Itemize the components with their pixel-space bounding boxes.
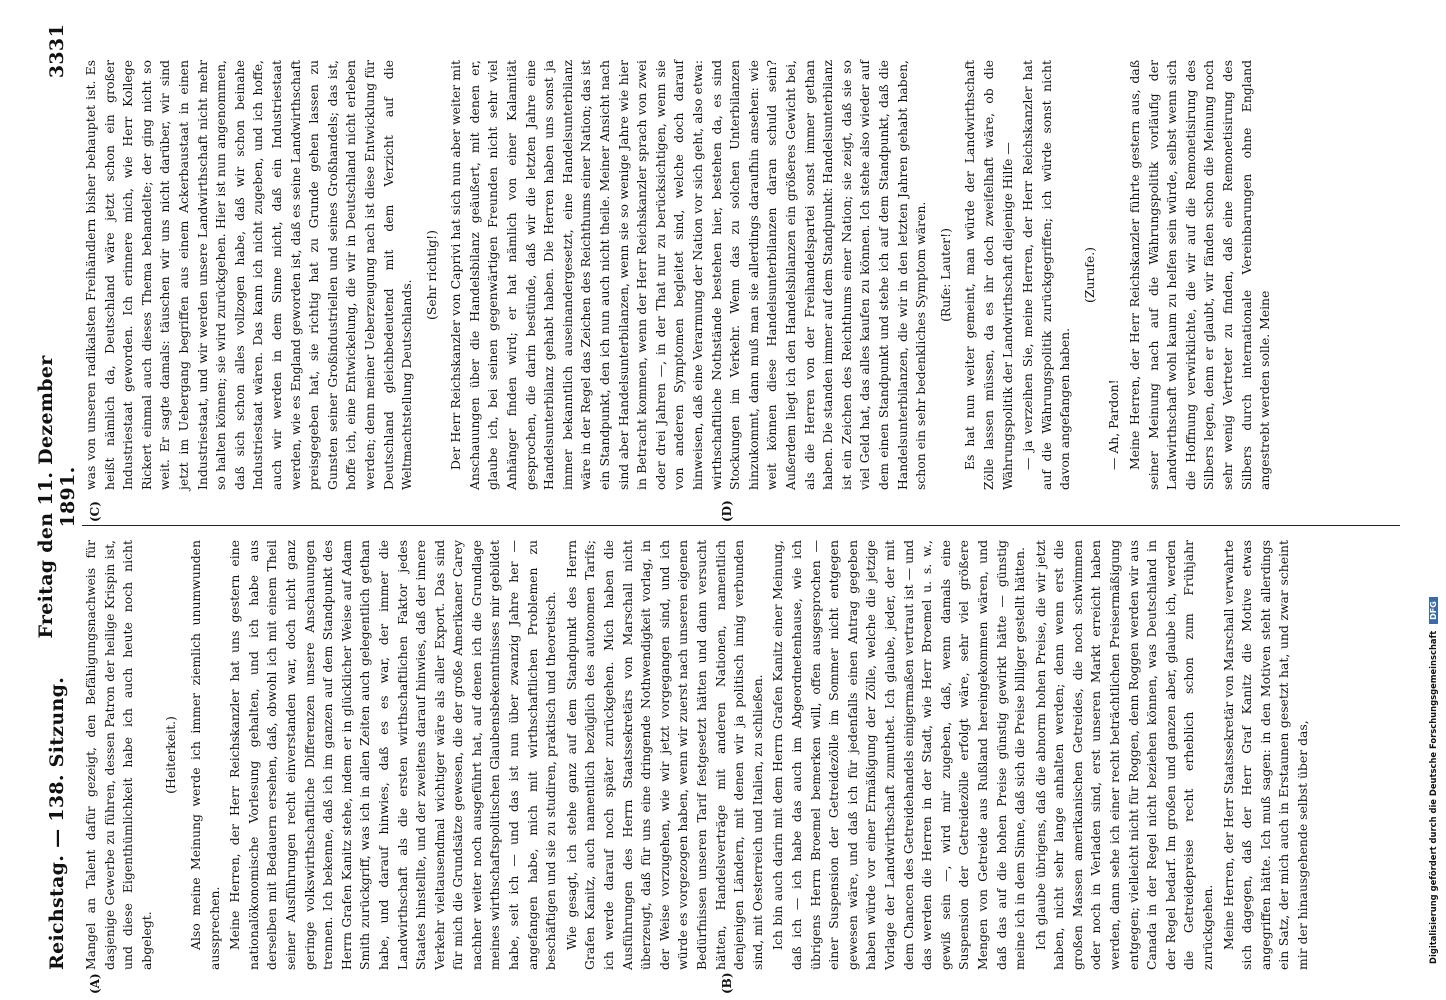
paragraph: Mangel an Talent dafür gezeigt, den Befähigungsnachweis für dasjenige Gewerbe zu führen, dessen Patron der heilige Krispin ist, und diese Eigenthümlichkeit habe ich auch heute noch nicht abgelegt. [83,540,154,970]
paragraph: Meine Herren, der Herr Reichskanzler hat uns gestern eine nationalökonomische Vorlesung gehalten, und ich habe aus derselben mit Bedauern ersehen, daß, obwohl ich mit einem Theil seiner Ausführungen recht einverstanden war, doch nicht ganz geringe volkswirthschaftliche Differenzen unsere Anschauungen trennen. Ich bekenne, daß ich im ganzen auf dem Standpunkt des Herrn Grafen Kanitz stehe, indem er in glücklicher Weise auf Adam Smith zurückgriff, was ich in allen Zeiten auch gelegentlich gethan habe, und darauf hinwies, daß es es war, der immer die Landwirthschaft als die ersten wirthschaftlichen Faktor jedes Staates hinstellte, und der zweitens darauf hinwies, daß der innere Verkehr vieltausendmal wichtiger wäre als aller Export. Das sind für mich die Grundsätze gewesen, die der große Amerikaner Carey nachher weiter noch ausgeführt hat, auf denen ich die Grundlage meines wirthschaftspolitischen Glaubensbekenntnisses mir gebildet habe, seit ich — und das ist nun über zwanzig Jahre her — angefangen habe, mich mit wirthschaftlichen Problemen zu beschäftigen und sie zu studiren, praktisch und theoretisch. [227,540,559,970]
header-date: Freitag den 11. Dezember 1891. [35,355,79,639]
footer-text-line [1428,0,1446,994]
paragraph: — ja verzeihen Sie, meine Herren, der Herr Reichskanzler hat auf die Währungspolitik zurückgegriffen; ich würde sonst nicht davon angefangen haben. [1020,60,1073,490]
header-page-number: 3331 [46,24,68,79]
page-header [35,24,79,970]
interjection: (Sehr richtig!) [423,230,439,320]
header-session: Reichstag. — 138. Sitzung. [46,676,68,970]
column-divider [82,525,1400,526]
paragraph: was von unseren radikalsten Freihändlern bisher behauptet ist. Es heißt nämlich da, Deutschland wäre jetzt schon ein großer Industriestaat geworden. Ich erinnere mich, wie Herr Kollege Rickert einmal auch dieses Thema behandelte; der ging nicht so weit. Er sagte damals: täuschen wir uns nicht darüber, wir sind jetzt im Uebergang begriffen aus einem Ackerbaustaat in einen Industriestaat, und wir werden unsere Landwirthschaft nicht mehr so halten können; sie wird zurückgehen. Hier ist nun angenommen, daß sich schon alles vollzogen habe, daß wir schon beinahe Industriestaat wären. Das kann ich nicht zugeben, und ich hoffe, auch wir werden in dem Sinne nicht, daß ein Industriestaat werden, wie es England geworden ist, daß es seine Landwirthschaft preisgegeben hat, sie richtig hat zu Grunde gehen lassen zu Gunsten seiner Großindustriellen und seines Großhandels; das ist, hoffe ich, eine Entwickelung, die wir in Deutschland nicht erleben werden; denn meiner Ueberzeugung nach ist diese Entwicklung für Deutschland gleichbedeutend mit dem Verzicht auf die Weltmachtstellung Deutschlands. [83,60,415,490]
footer-credit: Digitalisierung gefördert durch die Deutsche Forschungsgemeinschaft [1428,630,1438,964]
paragraph: Es hat nun weiter gemeint, man würde der Landwirthschaft Zölle lassen müssen, da es ihr doch zweifelhaft wäre, ob die Währungspolitik der Landwirthschaft diejenige Hilfe — [962,60,1015,490]
paragraph: Ich glaube übrigens, daß die abnorm hohen Preise, die wir jetzt haben, nicht sehr lange anhalten werden; denn wenn erst die großen Massen amerikanischen Getreides, die noch schwimmen oder noch in Verladen sind, erst unseren Markt erreicht haben werden, dann sehe ich einer recht beträchtlichen Preisermäßigung entgegen; vielleicht nicht für Roggen, denn Roggen werden wir aus Canada in der Regel nicht beziehen können, was Deutschland in der Regel bedarf. Im großen und ganzen aber, glaube ich, werden die Getreidepreise recht erheblich schon zum Frühjahr zurückgehen. [1032,540,1216,970]
right-text-column [82,60,1400,490]
paragraph: Also meine Meinung werde ich immer ziemlich unumwunden aussprechen. [187,540,222,970]
margin-marker-d: (D) [720,500,734,522]
interjection: (Heiterkeit.) [163,716,179,794]
dfg-logo: DFG [1429,597,1438,624]
margin-marker-c: (C) [88,501,102,522]
paragraph: Wie gesagt, ich stehe ganz auf dem Standpunkt des Herrn Grafen Kanitz, auch namentlich bezüglich des autonomen Tarifs; ich werde darauf noch später zurückgehen. Mich haben die Ausführungen des Herrn Staatssekretärs von Marschall nicht überzeugt, daß für uns eine dringende Nothwendigkeit vorlag, in der Weise vorzugehen, wie wir jetzt vorgegangen sind, und ich würde es vorgezogen haben, wenn wir zuerst nach unseren eigenen Bedürfnissen unseren Tarif festgesetzt hätten und dann versucht hätten, Handelsverträge mit anderen Nationen, namentlich denjenigen Ländern, mit denen wir ja politisch innig verbunden sind, mit Oesterreich und Italien, zu schließen. [563,540,765,970]
digitization-footer [1410,6,1438,994]
margin-marker-a: (A) [88,973,102,994]
interjection: (Rufe: Lauter!) [937,228,953,322]
interjection: (Zurufe.) [1081,246,1097,304]
paragraph: Meine Herren, der Herr Staatssekretär von Marschall verwahrte sich dagegen, daß der Herr Graf Kanitz die Motive etwas angegriffen hätte. Ich muß sagen: in den Motiven steht allerdings ein Satz, der mich auch in Erstaunen gesetzt hat, und zwar scheint mir der hinausgehende selbst über das, [1220,540,1310,970]
paragraph: Ich bin auch darin mit dem Herrn Grafen Kanitz einer Meinung, daß ich — ich habe das auch im Abgeordnetenhause, wie ich übrigens Herrn Broemel bemerken will, offen ausgesprochen — einer Suspension der Getreidezölle im Sommer nicht entgegen gewesen wäre, und daß ich für jedenfalls einen Antrag gegeben haben würde vor einer Ermäßigung der Zölle, welche die jetzige Vorlage der Landwirthschaft zumuthet. Ich glaube, jeder, der mit dem Chancen des Getreidehandels einigermaßen vertraut ist — und das werden die Herren in der Stadt, wie Herr Broemel u. s. w., gewiß sein —, wird mir zugeben, daß, wenn damals eine Suspension der Getreidezölle erfolgt wäre, sehr viel größere Mengen von Getreide aus Rußland hereingekommen wären, und daß das auf die hohen Preise günstig gewirkt hätte — günstig meine ich in dem Sinne, daß sich die Preise billiger gestellt hätten. [770,540,1028,970]
left-text-column [82,540,1400,970]
paragraph: Der Herr Reichskanzler von Caprivi hat sich nun aber weiter mit Anschauungen über die Handelsbilanz geäußert, mit denen er, glaube ich, bei seinen gegenwärtigen Freunden nicht sehr viel Anhänger finden wird; er hat nämlich von einer Kalamität gesprochen, die darin bestünde, daß wir die letzten Jahre eine Handelsunterbilanz gehabt haben. Die Herren haben uns sonst ja immer bekanntlich auseinandergesetzt, eine Handelsunterbilanz wäre in der Regel das Zeichen des Reichthums einer Nation; das ist ein Standpunkt, den ich nun auch nicht theile. Meiner Ansicht nach sind aber Handelsunterbilanzen, wenn sie so wenige Jahre wie hier in Betracht kommen, wenn der Herr Reichskanzler sprach von zwei oder drei Jahren —, in der That nur zu berücksichtigen, wenn sie von anderen Symptomen begleitet sind, welche doch darauf hinweisen, daß eine Verarmung der Nation vor sich geht, also etwa: wirthschaftliche Nothstände bestehen hier, bestehen da, es sind Stockungen im Verkehr. Wenn das zu solchen Unterbilanzen hinzukommt, dann muß man sie allerdings daraufhin ansehen: wie weit können diese Handelsunterbilanzen daran schuld sein? Außerdem liegt ich den Handelsbilanzen ein größeres Gewicht bei, als die Herren von der Freihandelspartei sonst immer gethan haben. Die standen immer auf dem Standpunkt: Handelsunterbilanz ist ein Zeichen des Reichthums einer Nation; sie zeigt, daß sie so viel Geld hat, das alles kaufen zu können. Ich stehe also wieder auf dem einen Standpunkt und stehe ich auf dem Standpunkt, daß die Handelsunterbilanzen, die wir in den letzten Jahren gehabt haben, schon ein sehr bedenkliches Symptom wären. [448,59,929,490]
paragraph: Meine Herren, der Herr Reichskanzler führte gestern aus, daß seiner Meinung nach auf die Währungspolitik vorläufig der Landwirthschaft wohl kaum zu helfen sein würde, selbst wenn sich die Hoffnung verwirklichte, die wir auf die Remonetisirung des Silbers legen, denn er glaubt, wir fänden schon die Meinung noch sehr wenig Vertreter zu finden, daß eine Remonetisirung des Silbers durch internationale Vereinbarungen ohne England angestrebt werden solle. Meine [1127,60,1273,490]
margin-marker-b: (B) [720,972,734,994]
paragraph: — Ah, Pardon! [1106,379,1122,470]
